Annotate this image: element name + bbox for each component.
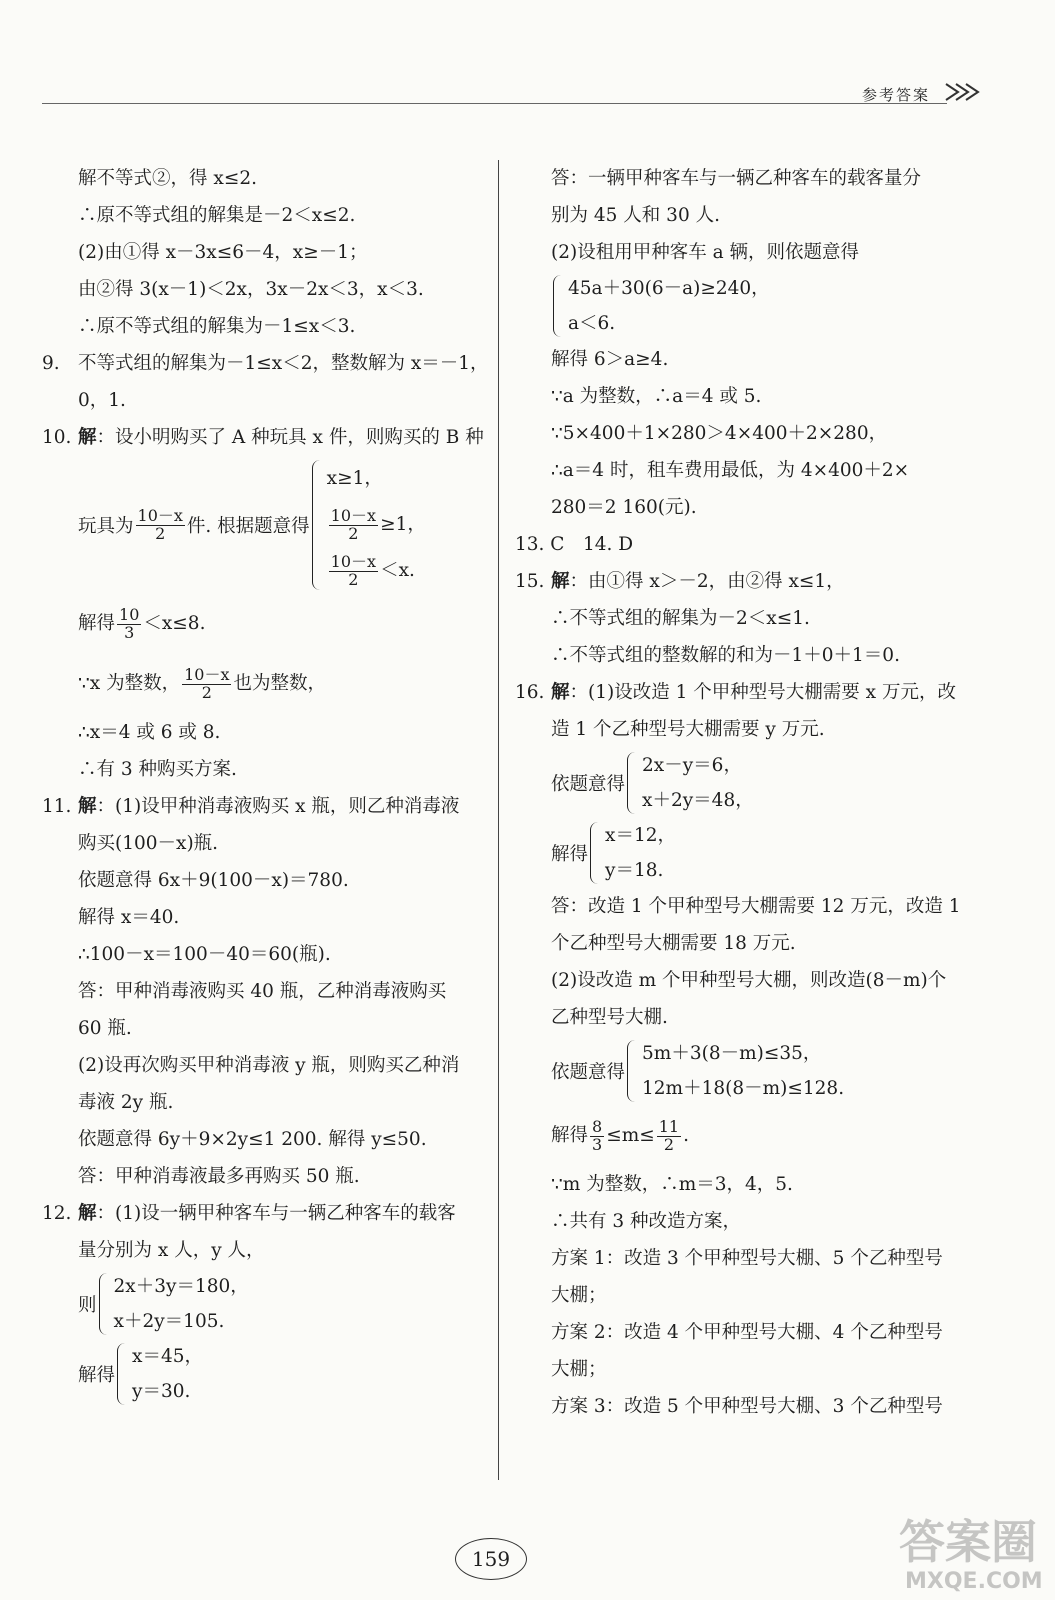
solution-label: 解 [78,427,97,448]
text-span: ∵x 为整数， [78,673,181,694]
denominator: 2 [155,523,166,543]
questions-13-14: 13. C 14. D [515,534,634,555]
text-line: 别为 45 人和 30 人. [551,205,720,226]
system-row: 2x－y＝6， [642,755,742,776]
solution-system [42,1339,482,1409]
fraction [117,604,141,642]
denominator: 2 [663,1134,675,1154]
system-row: 5m＋3(8－m)≤35， [642,1043,822,1064]
solution-label: 解 [551,682,570,703]
question-15 [515,563,990,600]
text-line: (2)由①得 x－3x≤6－4，x≥－1； [78,242,368,263]
question-9 [42,345,489,382]
brace-icon [99,1273,108,1335]
text-line: 解得 6＞a≥4. [551,349,669,370]
text-span: . [683,1125,689,1146]
text-line: ∴不等式组的解集为－2＜x≤1. [551,608,810,629]
numerator: 8 [592,1116,603,1136]
text-line: ：由①得 x＞－2，由②得 x≤1， [569,571,845,592]
numerator: 10－x [330,505,377,525]
numerator: 10－x [330,551,377,571]
solution-label: 解 [551,571,570,592]
question-number: 9. [42,353,60,374]
numerator: 10 [119,604,140,624]
brace-icon [590,822,599,884]
text-span: ＜x≤8. [143,613,206,634]
text-line: ∵m 为整数，∴m＝3，4，5. [551,1174,793,1195]
right-column [515,160,990,1425]
brace-icon [553,275,562,337]
text-line: 不等式组的解集为－1≤x＜2，整数解为 x＝－1， [78,353,489,374]
text-span: 依题意得 [551,774,626,795]
question-12 [42,1195,482,1232]
text-span: 解得 [551,844,589,865]
question-number: 12. [42,1203,72,1224]
text-line: 答：甲种消毒液购买 40 瓶，乙种消毒液购买 [78,981,447,1002]
text-line: ∴共有 3 种改造方案， [551,1211,742,1232]
text-line: ：(1)设改造 1 个甲种型号大棚需要 x 万元，改 [569,682,956,703]
text-span: 解得 [551,1125,589,1146]
text-line: 造 1 个乙种型号大棚需要 y 万元. [551,719,825,740]
text-line: 由②得 3(x－1)＜2x，3x－2x＜3，x＜3. [78,279,424,300]
text-line: 方案 3：改造 5 个甲种型号大棚、3 个乙种型号 [551,1396,943,1417]
text-span: ≥1， [380,514,426,535]
question-11 [42,788,482,825]
inequality-system [515,271,990,341]
text-line: 解不等式②，得 x≤2. [78,168,257,189]
text-span: 玩具为 [78,516,134,537]
denominator: 3 [592,1134,603,1154]
text-line: ：(1)设甲种消毒液购买 x 瓶，则乙种消毒液 [96,796,460,817]
svg-text:答案圈: 答案圈 [899,1515,1037,1569]
text-span: 则 [78,1295,97,1316]
text-line: 乙种型号大棚. [551,1007,668,1028]
fraction [329,551,378,589]
system-row [327,502,426,548]
numerator: 10－x [184,664,230,684]
system-row: x＝45， [132,1346,203,1367]
integer-line [42,654,482,714]
fraction [657,1116,681,1154]
watermark-logo [895,1500,1045,1595]
text-line: 购买(100－x)瓶. [78,833,219,854]
text-line: (2)设改造 m 个甲种型号大棚，则改造(8－m)个 [551,970,947,991]
system-row [327,548,426,594]
question-10 [42,419,482,456]
text-line: ∴原不等式组的解集为－1≤x＜3. [78,316,356,337]
fraction [590,1116,604,1154]
system-row: a＜6. [568,313,616,334]
denominator: 3 [124,622,135,642]
text-line: 毒液 2y 瓶. [78,1092,174,1113]
numerator: 10－x [137,505,183,525]
question-number: 11. [42,796,72,817]
text-line: 答：甲种消毒液最多再购买 50 瓶. [78,1166,360,1187]
system-row: x≥1， [326,468,383,489]
solution-system [515,818,990,888]
text-line: 个乙种型号大棚需要 18 万元. [551,933,796,954]
text-line: 大棚； [551,1359,607,1380]
text-line: ∵5×400＋1×280＞4×400＋2×280， [551,423,888,444]
question-16 [515,674,990,711]
text-line: (2)设再次购买甲种消毒液 y 瓶，则购买乙种消 [78,1055,460,1076]
numerator: 11 [658,1116,680,1136]
brace-icon [117,1343,126,1405]
system-row: y＝18. [605,860,664,881]
text-line: 依题意得 6y＋9×2y≤1 200. 解得 y≤50. [78,1129,427,1150]
denominator: 2 [348,569,359,589]
solution-label: 解 [78,796,97,817]
equation-system [42,1269,482,1339]
text-line: 方案 1：改造 3 个甲种型号大棚、5 个乙种型号 [551,1248,943,1269]
solution-line [515,1106,990,1166]
text-line: 0，1. [78,390,126,411]
question-number: 16. [515,682,545,703]
text-line: ∴原不等式组的解集是－2＜x≤2. [78,205,356,226]
double-chevron-icon [942,80,986,104]
inequality-system [515,1036,990,1106]
left-column [42,160,489,1409]
text-line: 方案 2：改造 4 个甲种型号大棚、4 个乙种型号 [551,1322,943,1343]
inequality-system [42,456,482,594]
denominator: 2 [201,682,212,702]
system-row: x＝12， [605,825,676,846]
fraction [136,505,185,543]
text-line: 解得 x＝40. [78,907,180,928]
text-span: 解得 [78,613,116,634]
text-line: ∴100－x＝100－40＝60(瓶). [78,944,331,965]
system-row: 45a＋30(6－a)≥240， [568,278,770,299]
text-line: 答：一辆甲种客车与一辆乙种客车的载客量分 [551,168,922,189]
text-line: ：(1)设一辆甲种客车与一辆乙种客车的载客 [96,1203,456,1224]
fraction [182,664,231,702]
header-rule [42,103,947,104]
denominator: 2 [348,523,359,543]
text-line: 依题意得 6x＋9(100－x)＝780. [78,870,349,891]
text-line: ：设小明购买了 A 种玩具 x 件，则购买的 B 种 [96,427,484,448]
text-line: ∴x＝4 或 6 或 8. [78,722,221,743]
system-row: 12m＋18(8－m)≤128. [642,1078,845,1099]
header-section-label: 参考答案 [862,86,931,104]
text-line: 280＝2 160(元). [551,497,697,518]
question-number: 10. [42,427,72,448]
fraction [329,505,378,543]
text-line: (2)设租用甲种客车 a 辆，则依题意得 [551,242,859,263]
system-row: 2x＋3y＝180， [113,1276,249,1297]
system-row: x＋2y＝48， [642,790,754,811]
text-span: 解得 [78,1365,116,1386]
text-line: ∴不等式组的整数解的和为－1＋0＋1＝0. [551,645,900,666]
svg-text:MXQE.COM: MXQE.COM [905,1569,1043,1594]
text-line: ∴有 3 种购买方案. [78,759,237,780]
text-span: 也为整数， [233,673,326,694]
brace-icon [627,1040,636,1102]
text-span: 依题意得 [551,1062,626,1083]
text-line: 60 瓶. [78,1018,132,1039]
text-line: 大棚； [551,1285,607,1306]
question-number: 15. [515,571,545,592]
text-line: 量分别为 x 人，y 人， [78,1240,265,1261]
text-line: 答：改造 1 个甲种型号大棚需要 12 万元，改造 1 [551,896,961,917]
equation-system [515,748,990,818]
column-divider [498,160,499,1480]
text-span: ＜x. [380,560,415,581]
brace-icon [627,752,636,814]
text-span: ≤m≤ [606,1125,655,1146]
page-number: 159 [455,1538,527,1580]
system-row: y＝30. [132,1381,191,1402]
solution-label: 解 [78,1203,97,1224]
solution-line [42,594,482,654]
text-line: ∵a 为整数，∴a＝4 或 5. [551,386,762,407]
text-span: 件. 根据题意得 [186,516,310,537]
text-line: ∴a＝4 时，租车费用最低，为 4×400＋2× [551,460,910,481]
system-row: x＋2y＝105. [113,1311,225,1332]
brace-icon [312,460,321,590]
